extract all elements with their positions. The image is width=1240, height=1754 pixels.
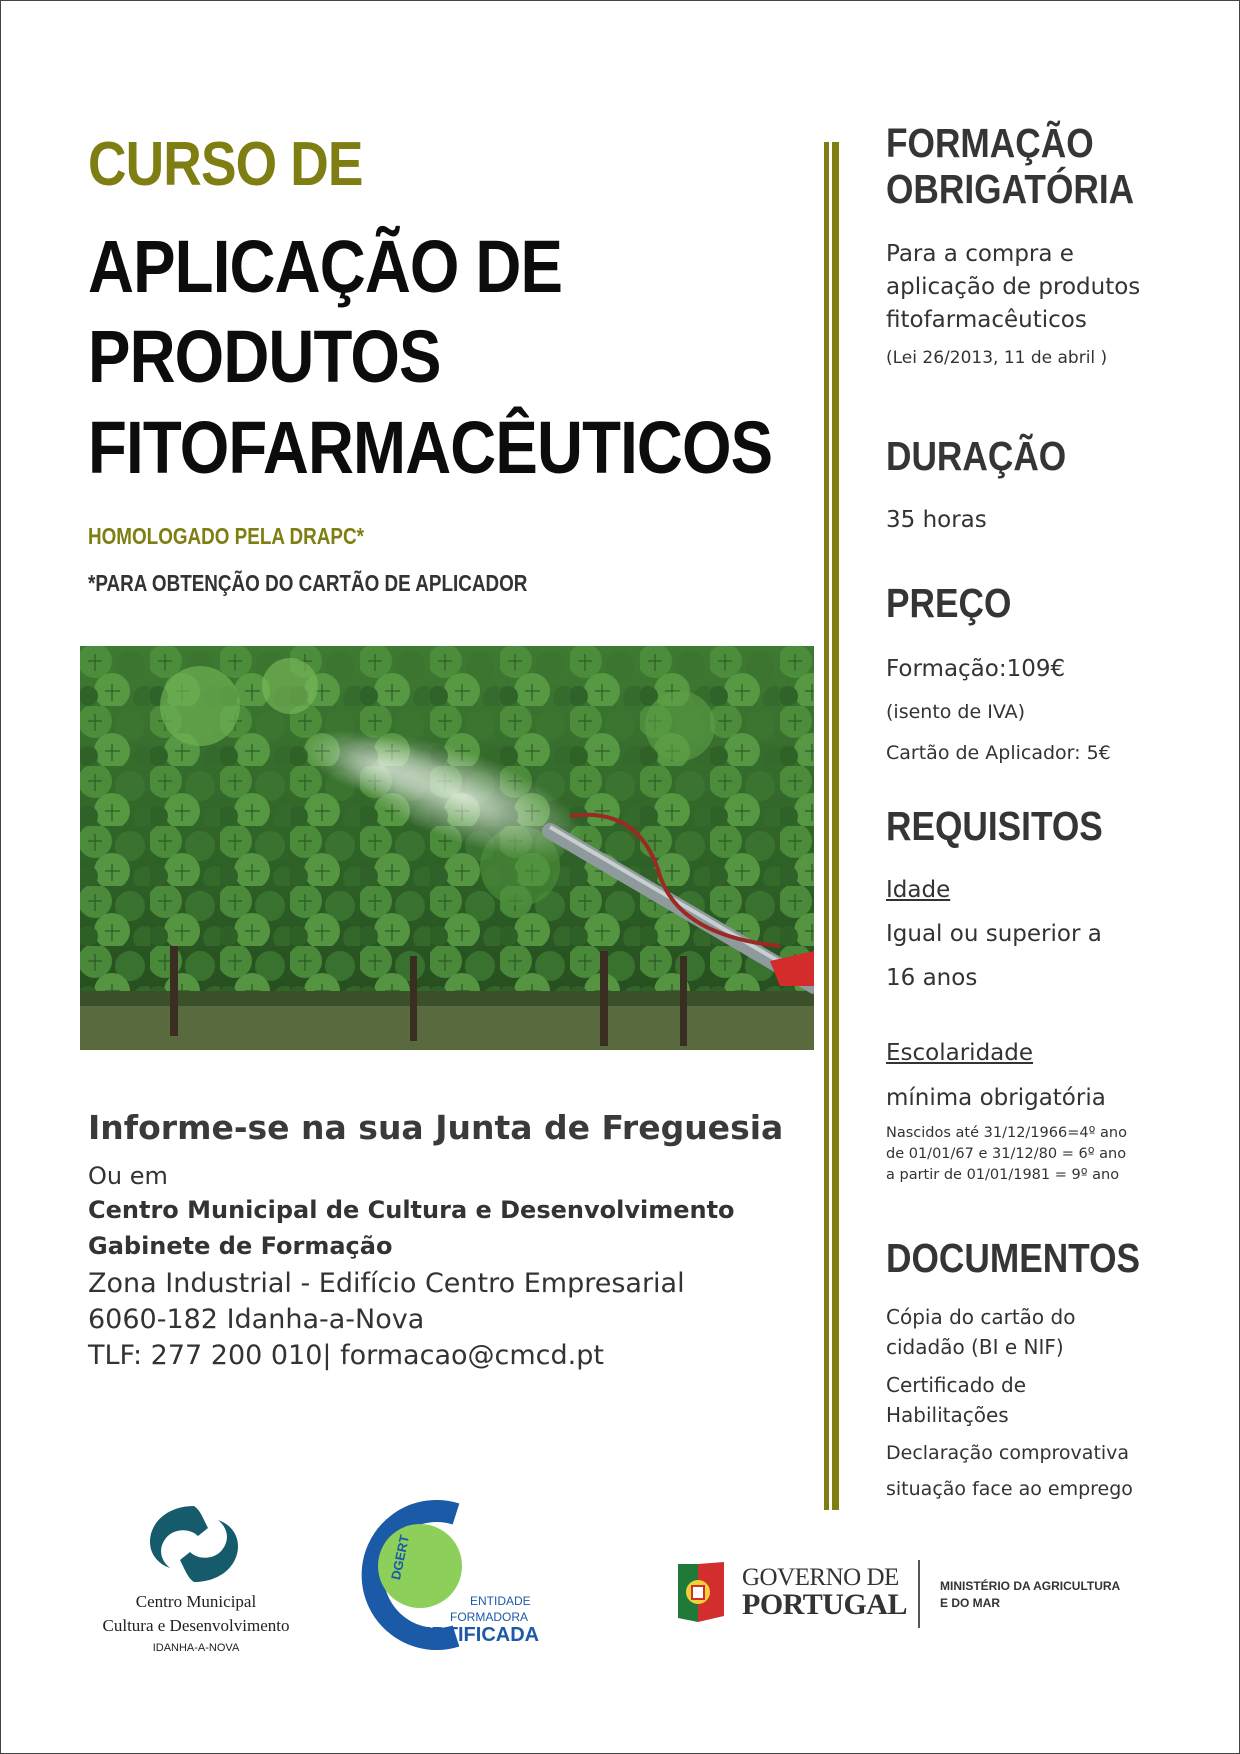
documento-3-line2: situação face ao emprego: [886, 1478, 1133, 1500]
requisitos-idade-line2: 16 anos: [886, 965, 978, 991]
cmcd-logo: [96, 1496, 296, 1666]
title-aplicacao: APLICAÇÃO DE: [88, 225, 563, 308]
cmcd-logo-line1: Centro Municipal: [135, 1592, 257, 1611]
requisitos-escolaridade-label: Escolaridade: [886, 1040, 1034, 1066]
requisitos-heading: REQUISITOS: [886, 803, 1103, 849]
requisitos-idade-line1: Igual ou superior a: [886, 921, 1102, 947]
preco-cartao: Cartão de Aplicador: 5€: [886, 742, 1111, 764]
homologado-label: HOMOLOGADO PELA DRAPC*: [88, 523, 364, 549]
cmcd-logo-line2: Cultura e Desenvolvimento: [102, 1616, 290, 1635]
formacao-text-line2: aplicação de produtos: [886, 274, 1141, 300]
governo-label: GOVERNO DE: [742, 1564, 899, 1591]
ministerio-line1: MINISTÉRIO DA AGRICULTURA: [940, 1579, 1121, 1593]
duracao-heading: DURAÇÃO: [886, 433, 1067, 479]
requisitos-idade-label: Idade: [886, 877, 951, 903]
logo-divider: [918, 1560, 920, 1628]
cmcd-logo-line3: IDANHA-A-NOVA: [152, 1642, 240, 1654]
contact-address-line1: Zona Industrial - Edifício Centro Empresarial: [88, 1268, 685, 1299]
contact-organization: Centro Municipal de Cultura e Desenvolvimento: [88, 1196, 735, 1224]
escolaridade-note-2: de 01/01/67 e 31/12/80 = 6º ano: [886, 1146, 1127, 1162]
contact-heading: Informe-se na sua Junta de Freguesia: [88, 1108, 784, 1147]
contact-phone-email: TLF: 277 200 010| formacao@cmcd.pt: [88, 1340, 604, 1371]
formacao-text-line1: Para a compra e: [886, 241, 1074, 267]
contact-or: Ou em: [88, 1162, 168, 1190]
obtencao-note: *PARA OBTENÇÃO DO CARTÃO DE APLICADOR: [88, 570, 528, 596]
escolaridade-note-1: Nascidos até 31/12/1966=4º ano: [886, 1125, 1127, 1141]
documento-3-line1: Declaração comprovativa: [886, 1442, 1130, 1464]
preco-formacao: Formação:109€: [886, 656, 1066, 682]
documento-2-line1: Certificado de: [886, 1373, 1027, 1397]
dgert-line1: ENTIDADE: [470, 1594, 531, 1608]
portugal-flag-icon: [672, 1560, 728, 1626]
duracao-text: 35 horas: [886, 507, 987, 533]
dgert-line3: ERTIFICADA: [418, 1624, 540, 1646]
contact-office: Gabinete de Formação: [88, 1232, 393, 1260]
formacao-text-line3: fitofarmacêuticos: [886, 307, 1087, 333]
governo-portugal-logo: [672, 1548, 1132, 1638]
portugal-label: PORTUGAL: [742, 1588, 907, 1621]
documento-2-line2: Habilitações: [886, 1403, 1009, 1427]
title-curso-de: CURSO DE: [88, 130, 363, 199]
escolaridade-note-3: a partir de 01/01/1981 = 9º ano: [886, 1167, 1120, 1183]
documentos-heading: DOCUMENTOS: [886, 1235, 1141, 1281]
formacao-law: (Lei 26/2013, 11 de abril ): [886, 348, 1108, 368]
contact-address-line2: 6060-182 Idanha-a-Nova: [88, 1304, 425, 1335]
preco-heading: PREÇO: [886, 580, 1012, 626]
dgert-line2: FORMADORA: [450, 1610, 528, 1624]
dgert-vertical-label: DGERT: [388, 1533, 413, 1582]
documento-1-line2: cidadão (BI e NIF): [886, 1335, 1064, 1359]
documento-1-line1: Cópia do cartão do: [886, 1305, 1076, 1329]
title-fitofarmaceuticos: FITOFARMACÊUTICOS: [88, 406, 773, 489]
formacao-heading-line2: OBRIGATÓRIA: [886, 166, 1135, 212]
preco-iva: (isento de IVA): [886, 701, 1026, 723]
formacao-heading-line1: FORMAÇÃO: [886, 120, 1094, 166]
ministerio-line2: E DO MAR: [940, 1596, 1000, 1610]
title-produtos: PRODUTOS: [88, 315, 441, 398]
dgert-logo: [338, 1500, 548, 1650]
cmcd-symbol-icon: [146, 1502, 242, 1586]
requisitos-escolaridade-text: mínima obrigatória: [886, 1085, 1106, 1111]
vertical-divider: [824, 142, 840, 1510]
vineyard-spraying-photo: [80, 646, 814, 1050]
